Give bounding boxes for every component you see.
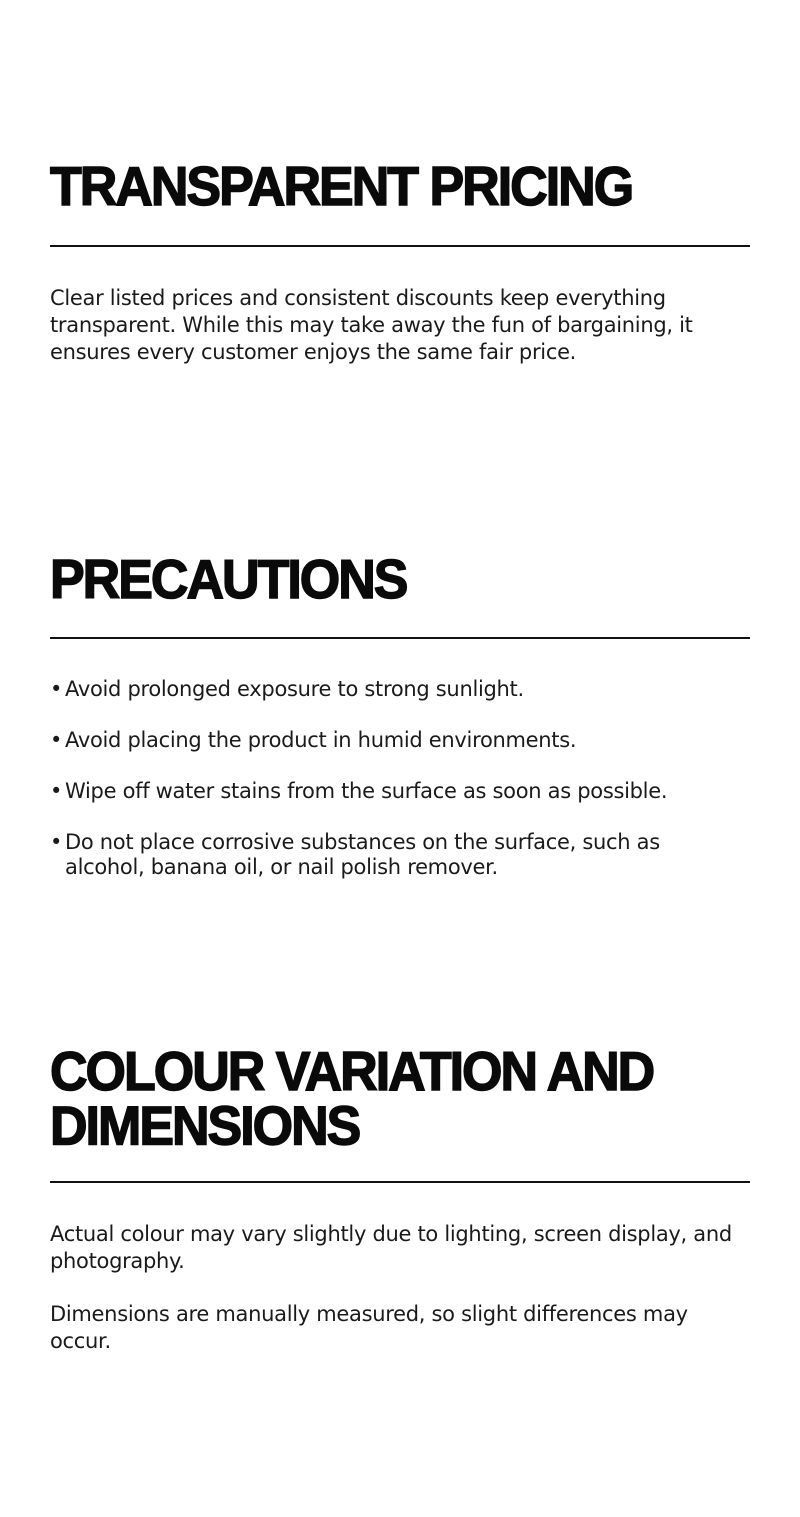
list-item-text: Do not place corrosive substances on the surface, such as alcohol, banana oil, or nail polish remover. <box>65 830 660 879</box>
bullet-icon: • <box>50 779 63 803</box>
list-item-text: Wipe off water stains from the surface as soon as possible. <box>65 779 668 803</box>
section-colour-variation <box>50 1041 750 1158</box>
section-title: PRECAUTIONS <box>50 549 407 611</box>
section-title-line: COLOUR VARIATION AND <box>50 1041 654 1103</box>
list-item <box>50 830 735 880</box>
list-item-text: Avoid placing the product in humid environments. <box>65 728 577 752</box>
bullet-icon: • <box>50 830 63 854</box>
list-item <box>50 779 750 804</box>
section-transparent-pricing <box>50 156 750 218</box>
section-title <box>50 1041 750 1158</box>
section-body <box>50 285 710 366</box>
section-body <box>50 1301 750 1355</box>
dimensions-paragraph: Dimensions are manually measured, so slight differences may occur. <box>50 1302 688 1353</box>
list-item <box>50 728 750 753</box>
bullet-icon: • <box>50 677 63 701</box>
precautions-list <box>50 677 750 880</box>
precautions-list-container <box>50 677 750 906</box>
bullet-icon: • <box>50 728 63 752</box>
section-precautions <box>50 549 750 611</box>
colour-paragraph: Actual colour may vary slightly due to lighting, screen display, and photography. <box>50 1222 732 1273</box>
section-body <box>50 1221 750 1275</box>
list-item <box>50 677 750 702</box>
list-item-text: Avoid prolonged exposure to strong sunlight. <box>65 677 524 701</box>
section-title-line: DIMENSIONS <box>50 1096 360 1158</box>
pricing-paragraph: Clear listed prices and consistent discounts keep everything transparent. While this may take away the fun of bargaining, it ensures every customer enjoys the same fair price. <box>50 286 693 364</box>
section-title: TRANSPARENT PRICING <box>50 156 633 218</box>
section-divider <box>50 637 750 639</box>
section-divider <box>50 245 750 247</box>
section-divider <box>50 1181 750 1183</box>
